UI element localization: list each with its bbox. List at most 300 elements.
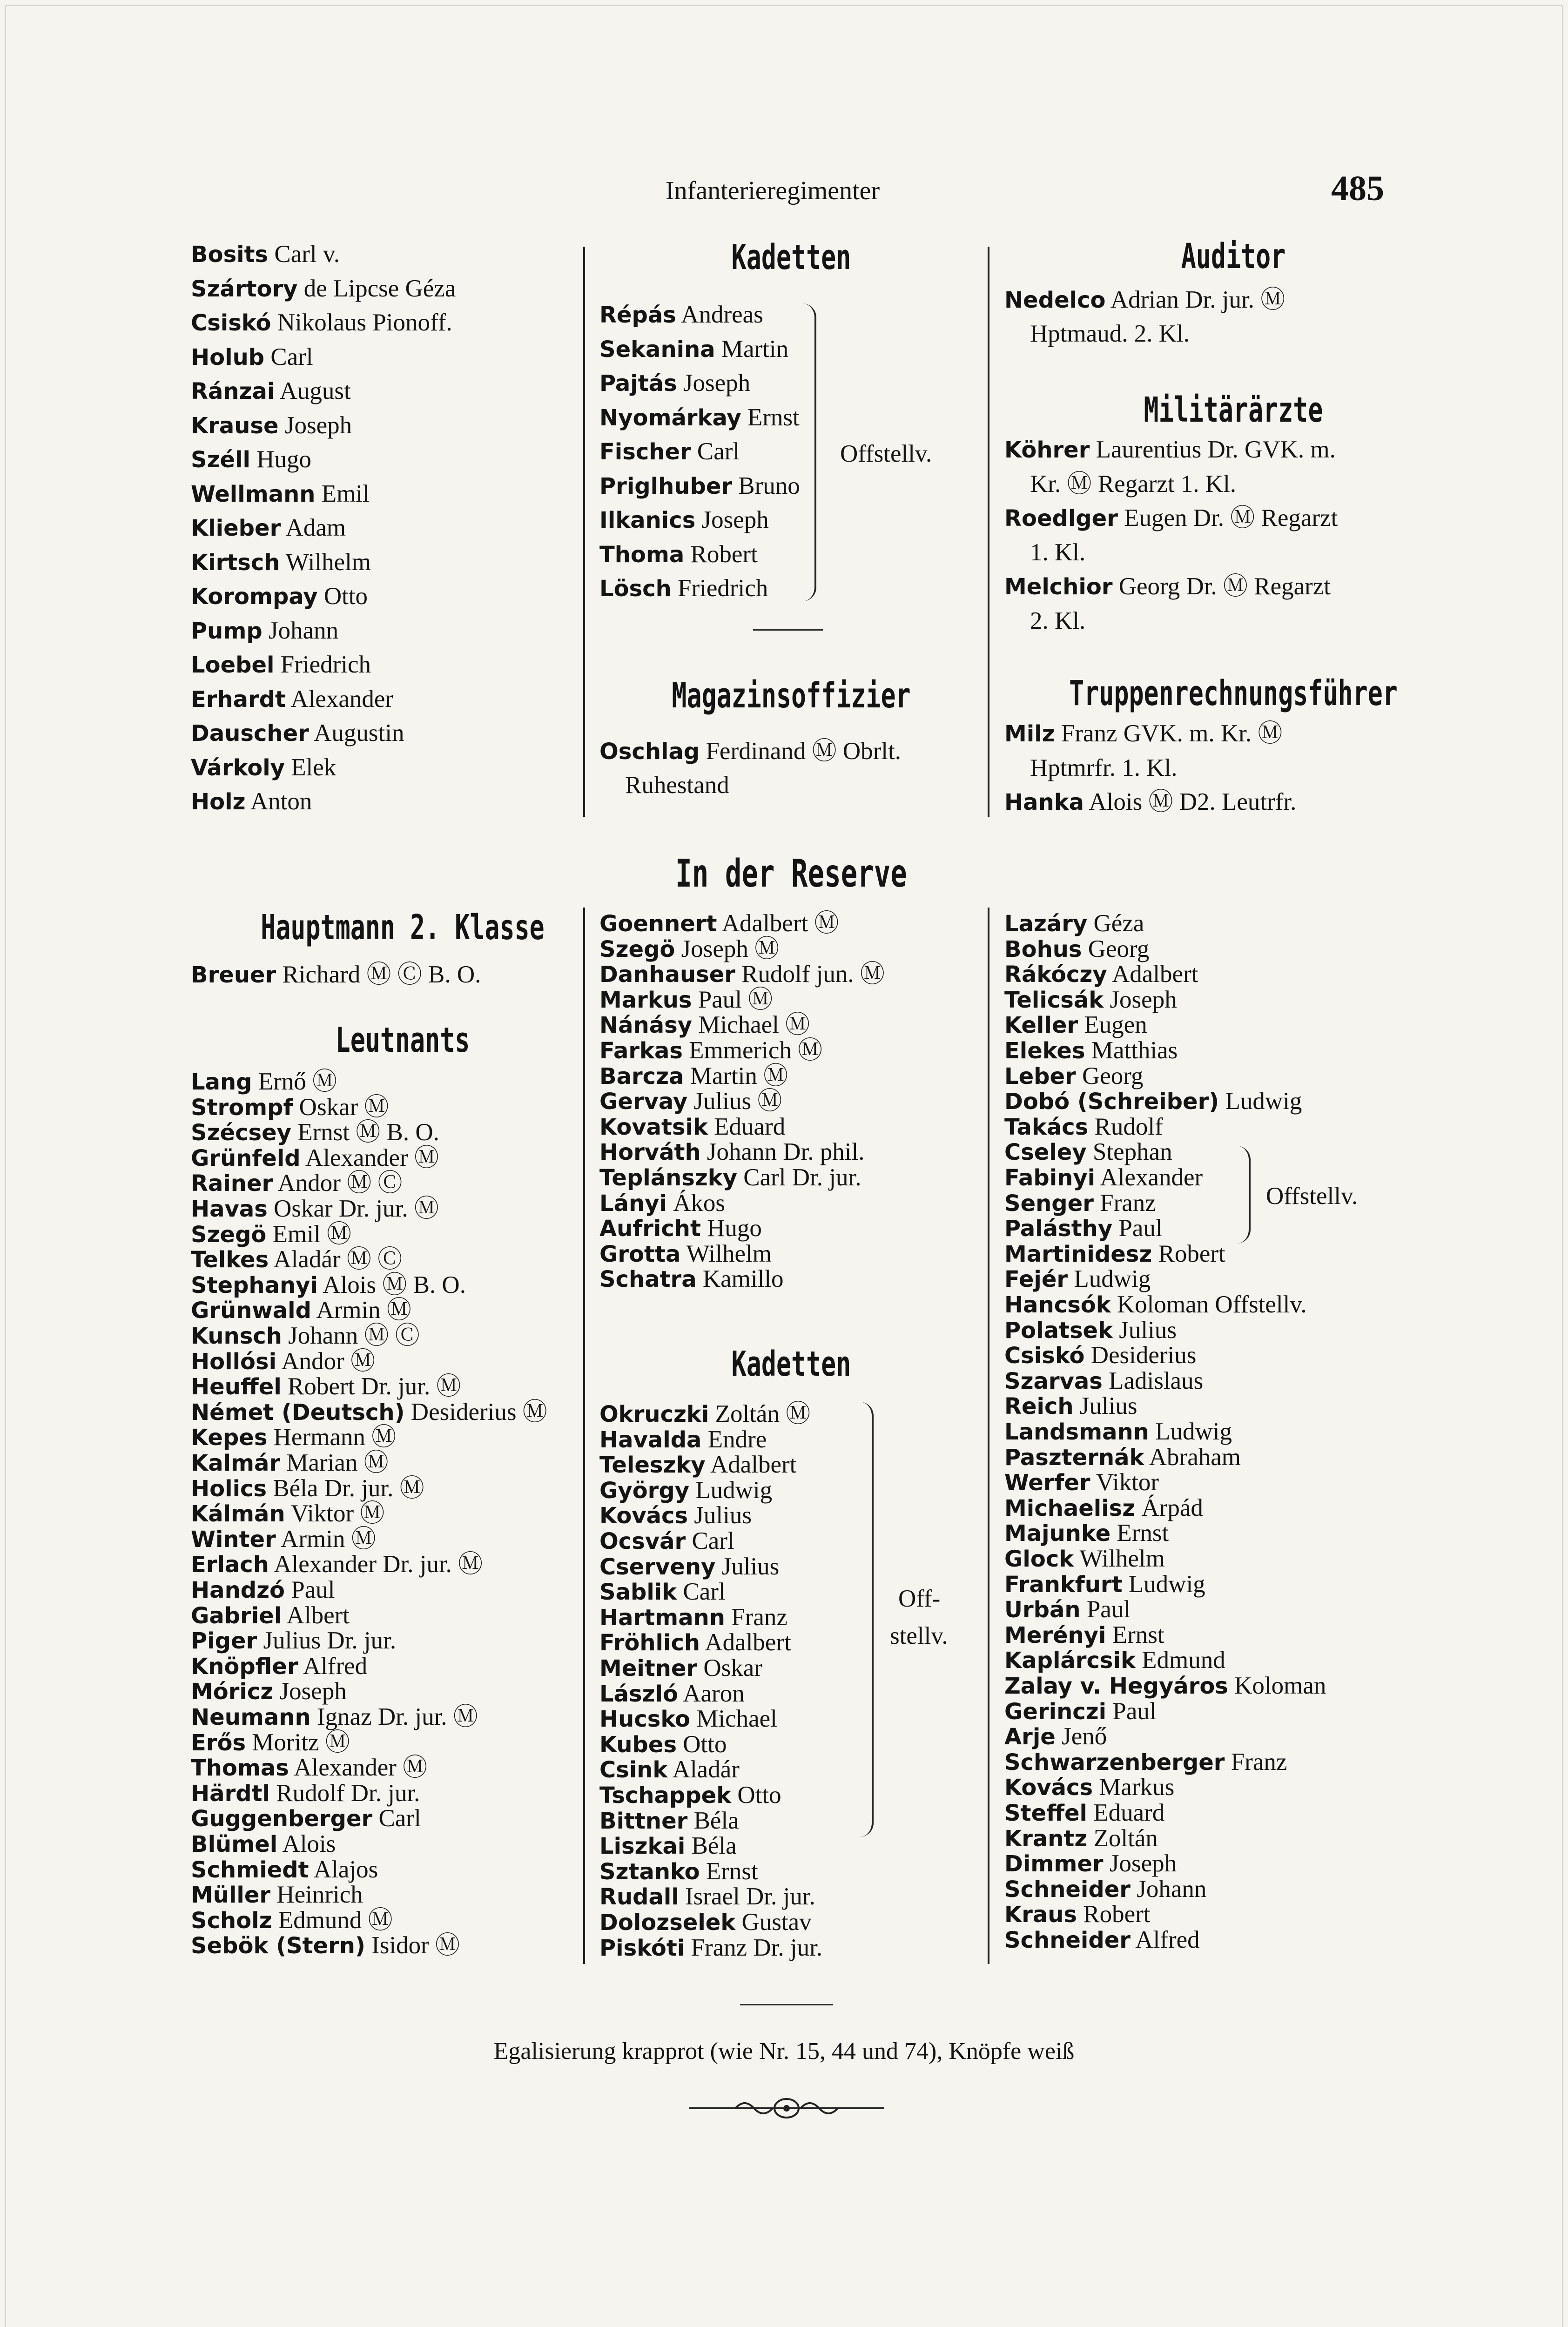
list-item <box>191 1247 402 1272</box>
given-name: Julius <box>715 1553 780 1580</box>
list-item <box>599 1681 745 1706</box>
given-name: Aaron <box>678 1680 745 1707</box>
heading-hauptmann: Hauptmann 2. Klasse <box>261 908 545 948</box>
surname: Móricz <box>191 1679 274 1705</box>
given-name: Elek <box>284 753 336 781</box>
list-item <box>599 1580 726 1604</box>
list-item <box>191 1273 466 1298</box>
list-item <box>599 371 750 396</box>
list-item <box>1004 1547 1165 1571</box>
given-name: Alexander <box>1095 1164 1203 1191</box>
list-item <box>191 1146 439 1170</box>
list-item <box>599 1242 772 1266</box>
bracket-label-kadetten: Offstellv. <box>840 440 932 467</box>
list-item <box>599 1267 784 1291</box>
surname: Meitner <box>599 1655 698 1681</box>
surname: Holz <box>191 789 246 815</box>
surname: Melchior <box>1004 574 1113 600</box>
given-name: Joseph <box>273 1678 347 1705</box>
surname: Széll <box>191 447 250 473</box>
list-item <box>599 1859 758 1884</box>
surname: Hollósi <box>191 1348 277 1375</box>
given-name: Robert <box>684 540 758 568</box>
given-name: Johann Ⓜ Ⓒ <box>282 1322 420 1349</box>
list-item <box>191 1501 384 1526</box>
list-item <box>599 1453 796 1477</box>
heading-militaeraerzte: Militärärzte <box>1144 390 1323 430</box>
given-name: Georg <box>1082 935 1150 962</box>
given-name: Johann Dr. phil. <box>700 1138 865 1166</box>
surname: Fröhlich <box>599 1630 700 1656</box>
list-item <box>599 1064 788 1089</box>
list-item <box>1030 756 1178 780</box>
surname: Szarvas <box>1004 1368 1103 1394</box>
footer-egalisierung: Egalisierung krapprot (wie Nr. 15, 44 und 74), Knöpfe weiß <box>493 2038 1075 2065</box>
given-name: Rudolf jun. Ⓜ <box>735 961 885 988</box>
list-item <box>191 1349 375 1374</box>
list-item <box>191 1806 421 1831</box>
list-item <box>191 755 336 780</box>
surname: Grotta <box>599 1241 681 1267</box>
surname: Pajtás <box>599 370 677 397</box>
surname: Csiskó <box>191 310 271 336</box>
given-name: Israel Dr. jur. <box>679 1883 815 1910</box>
list-item <box>191 584 368 609</box>
surname: Répás <box>599 302 676 328</box>
given-name: Alois <box>277 1830 336 1857</box>
surname: Roedlger <box>1004 505 1118 531</box>
given-name: Eduard <box>707 1113 786 1140</box>
list-item <box>599 303 763 327</box>
list-item <box>599 1554 779 1579</box>
list-item <box>1004 1013 1147 1037</box>
surname: Bittner <box>599 1808 688 1834</box>
list-item <box>1004 1038 1178 1063</box>
given-name: Rudolf <box>1088 1113 1163 1140</box>
surname: László <box>599 1681 678 1707</box>
surname: Scholz <box>191 1907 272 1934</box>
given-name: Moritz Ⓜ <box>246 1728 350 1756</box>
surname: Lazáry <box>1004 911 1088 937</box>
list-item <box>191 1171 402 1196</box>
given-name: Hermann Ⓜ <box>267 1424 397 1451</box>
surname: Zalay v. Hegyáros <box>1004 1673 1228 1699</box>
list-item <box>191 276 456 301</box>
given-name: Ernst <box>741 404 800 431</box>
list-item <box>599 1191 725 1216</box>
list-item <box>191 516 346 540</box>
given-name: Oskar <box>697 1654 762 1681</box>
given-name: Béla Dr. jur. Ⓜ <box>267 1474 424 1502</box>
surname: Fischer <box>599 439 691 465</box>
given-name: Franz GVK. m. Kr. Ⓜ <box>1055 720 1283 747</box>
list-item <box>191 1120 439 1145</box>
surname: Kraus <box>1004 1902 1077 1928</box>
given-name: Alexander Dr. jur. Ⓜ <box>269 1551 483 1578</box>
list-item <box>1004 506 1338 531</box>
list-item <box>191 1730 350 1755</box>
surname: Paszternák <box>1004 1444 1144 1471</box>
list-item <box>599 1216 762 1241</box>
surname: Fabinyi <box>1004 1165 1096 1191</box>
surname: Aufricht <box>599 1216 701 1242</box>
given-name: Otto <box>677 1730 727 1758</box>
list-item <box>191 1755 427 1780</box>
list-item <box>191 447 311 472</box>
surname: Reich <box>1004 1393 1074 1420</box>
column-rule-left-top <box>583 247 585 817</box>
surname: Sztanko <box>599 1858 700 1885</box>
given-name: Ernst <box>1106 1621 1164 1648</box>
given-name: Armin Ⓜ <box>311 1297 411 1324</box>
given-name: Johann <box>1130 1875 1207 1903</box>
surname: Palásthy <box>1004 1216 1113 1242</box>
given-name: Paul <box>1106 1697 1157 1725</box>
given-name: Marian Ⓜ <box>280 1449 389 1476</box>
surname: Csiskó <box>1004 1343 1085 1369</box>
list-item <box>191 1654 367 1679</box>
list-item <box>599 474 800 498</box>
surname: Teplánszky <box>599 1165 738 1191</box>
list-item <box>1004 1343 1196 1368</box>
given-name: Carl <box>264 343 313 370</box>
surname: Havalda <box>599 1426 702 1453</box>
list-item <box>599 911 839 936</box>
list-item <box>1004 1165 1203 1190</box>
surname: Schwarzenberger <box>1004 1749 1225 1776</box>
given-name: Robert <box>1077 1901 1151 1928</box>
given-name: Martin <box>715 335 789 363</box>
list-item <box>191 1527 376 1552</box>
heading-truppenrechnungsfuehrer: Truppenrechnungsführer <box>1069 673 1398 713</box>
list-item <box>1004 1928 1200 1952</box>
given-name: Paul Ⓜ <box>692 986 773 1013</box>
given-name: Emil Ⓜ <box>266 1220 351 1248</box>
list-item <box>599 1732 727 1757</box>
surname: Blümel <box>191 1831 278 1857</box>
given-name: Julius Ⓜ <box>687 1088 782 1115</box>
given-name: Alfred <box>1130 1926 1200 1953</box>
given-name: Aladár <box>667 1756 740 1783</box>
given-name: Julius <box>1113 1316 1177 1344</box>
list-item <box>1004 1089 1302 1114</box>
given-name: Hptmrfr. 1. Kl. <box>1030 754 1178 781</box>
given-name: Nikolaus Pionoff. <box>271 309 452 336</box>
given-name: Wilhelm <box>280 548 371 576</box>
list-item <box>191 1908 393 1933</box>
list-item <box>191 687 393 712</box>
surname: Piger <box>191 1628 257 1654</box>
surname: Köhrer <box>1004 437 1090 463</box>
surname: Csink <box>599 1757 668 1783</box>
list-item <box>599 1503 752 1528</box>
surname: Szegö <box>191 1221 267 1248</box>
given-name: Julius Dr. jur. <box>257 1627 397 1654</box>
surname: Cserveny <box>599 1554 716 1580</box>
surname: Strompf <box>191 1094 293 1121</box>
given-name: Ladislaus <box>1102 1367 1204 1394</box>
surname: Hucsko <box>599 1706 690 1733</box>
list-item <box>599 1656 762 1681</box>
list-item <box>191 789 312 814</box>
given-name: Edmund <box>1135 1647 1225 1674</box>
surname: Kunsch <box>191 1323 282 1349</box>
list-item <box>599 439 740 464</box>
given-name: Béla <box>685 1832 737 1860</box>
given-name: August <box>275 377 351 404</box>
list-item <box>599 542 758 567</box>
heading-kadetten-reserve: Kadetten <box>731 1344 851 1384</box>
surname: Polatsek <box>1004 1317 1113 1344</box>
list-item <box>1004 1521 1169 1546</box>
list-item <box>191 379 351 404</box>
heading-magazinsoffizier: Magazinsoffizier <box>672 676 911 716</box>
list-item <box>191 345 313 370</box>
heading-leutnants: Leutnants <box>335 1020 470 1060</box>
given-name: Eduard <box>1087 1799 1165 1826</box>
heading-auditor: Auditor <box>1181 236 1286 276</box>
surname: Knöpfler <box>191 1653 298 1680</box>
running-head: Infanterieregimenter <box>666 176 880 205</box>
list-item <box>191 652 371 677</box>
given-name: Alexander <box>286 685 394 713</box>
surname: Szegö <box>599 936 675 962</box>
list-item <box>191 1857 378 1882</box>
given-name: Carl <box>686 1527 734 1554</box>
surname: Wellmann <box>191 481 316 507</box>
given-name: Adalbert <box>700 1629 791 1656</box>
given-name: Árpád <box>1135 1494 1203 1521</box>
surname: Hanka <box>1004 789 1084 815</box>
list-item <box>1004 1064 1143 1089</box>
given-name: Abraham <box>1144 1443 1241 1471</box>
heading-kadetten: Kadetten <box>731 237 851 277</box>
list-item <box>1004 1216 1163 1241</box>
surname: Martinidesz <box>1004 1241 1152 1267</box>
surname: Thoma <box>599 541 685 568</box>
given-name: Emmerich Ⓜ <box>682 1037 823 1064</box>
list-item <box>599 1427 767 1452</box>
surname: Ránzai <box>191 378 275 404</box>
list-item <box>599 1089 782 1114</box>
separator-bottom <box>740 2004 833 2005</box>
surname: Härdtl <box>191 1780 270 1807</box>
list-item <box>599 1630 791 1655</box>
list-item <box>1004 1877 1206 1902</box>
bracket-label-reserve-right: Offstellv. <box>1266 1183 1358 1210</box>
given-name: Joseph <box>1103 1850 1177 1877</box>
given-name: Franz <box>1225 1748 1287 1776</box>
surname: Krause <box>191 412 279 439</box>
given-name: Matthias <box>1085 1037 1178 1064</box>
list-item <box>1004 1419 1232 1444</box>
surname: Schneider <box>1004 1876 1131 1903</box>
given-name: Otto <box>317 583 368 610</box>
surname: Kubes <box>599 1731 677 1758</box>
given-name: 2. Kl. <box>1030 607 1086 634</box>
given-name: Joseph <box>278 411 352 439</box>
given-name: Wilhelm <box>680 1240 772 1267</box>
surname: Grünwald <box>191 1298 311 1324</box>
list-item <box>1004 988 1177 1012</box>
surname: Michaelisz <box>1004 1495 1136 1521</box>
given-name: Zoltán Ⓜ <box>709 1400 811 1427</box>
surname: Telicsák <box>1004 987 1104 1013</box>
surname: Schneider <box>1004 1927 1131 1953</box>
surname: Majunke <box>1004 1520 1111 1547</box>
given-name: Géza <box>1087 910 1144 937</box>
list-item <box>1004 1191 1156 1216</box>
given-name: Michael <box>690 1705 777 1733</box>
list-item <box>1004 1724 1107 1749</box>
given-name: Gustav <box>735 1909 812 1936</box>
surname: Leber <box>1004 1063 1076 1090</box>
list-item <box>599 962 885 987</box>
surname: Grünfeld <box>191 1145 301 1171</box>
surname: Dobó (Schreiber) <box>1004 1089 1219 1115</box>
surname: Glock <box>1004 1546 1074 1572</box>
list-item <box>599 1115 785 1139</box>
given-name: Armin Ⓜ <box>276 1525 376 1553</box>
surname: Neumann <box>191 1704 311 1730</box>
list-item <box>599 1478 772 1503</box>
surname: Ocsvár <box>599 1528 686 1554</box>
list-item <box>1004 1750 1287 1775</box>
given-name: Alajos <box>309 1856 378 1883</box>
given-name: Ernst <box>1110 1520 1169 1547</box>
surname: Holub <box>191 344 265 370</box>
list-item <box>191 1679 347 1704</box>
surname: Milz <box>1004 721 1055 747</box>
surname: Kovács <box>599 1503 688 1529</box>
list-item <box>1004 574 1331 599</box>
list-item <box>191 310 452 335</box>
given-name: Heinrich <box>270 1881 363 1909</box>
list-item <box>191 1400 547 1425</box>
given-name: Alexander Ⓜ <box>289 1754 428 1782</box>
given-name: Julius <box>688 1502 752 1529</box>
given-name: Ludwig <box>1149 1418 1232 1445</box>
list-item <box>1004 1292 1307 1317</box>
list-item <box>191 1451 389 1475</box>
list-item <box>1004 1470 1159 1495</box>
given-name: Franz <box>1093 1189 1156 1217</box>
surname: Nánásy <box>599 1012 692 1039</box>
surname: Arje <box>1004 1724 1056 1750</box>
surname: Nyomárkay <box>599 404 741 431</box>
given-name: Joseph <box>1104 986 1177 1013</box>
given-name: de Lipcse Géza <box>297 275 456 302</box>
list-item <box>191 1552 483 1577</box>
given-name: Viktor Ⓜ <box>285 1500 385 1527</box>
given-name: Martin Ⓜ <box>684 1062 788 1090</box>
given-name: Emil <box>315 480 370 507</box>
surname: Rainer <box>191 1170 273 1197</box>
given-name: Adam <box>281 514 346 541</box>
given-name: Julius <box>1073 1392 1137 1420</box>
given-name: 1. Kl. <box>1030 538 1086 566</box>
list-item <box>191 550 371 575</box>
list-item <box>191 1222 351 1247</box>
list-item <box>191 1095 389 1120</box>
given-name: Georg <box>1076 1062 1144 1090</box>
given-name: Albert <box>282 1601 350 1629</box>
given-name: Kamillo <box>696 1265 784 1293</box>
surname: Kirtsch <box>191 549 280 576</box>
list-item <box>191 1476 424 1501</box>
surname: Piskóti <box>599 1935 685 1961</box>
surname: Krantz <box>1004 1825 1088 1852</box>
given-name: Ignaz Dr. jur. Ⓜ <box>310 1703 478 1730</box>
given-name: Ludwig <box>1219 1088 1302 1115</box>
surname: Stephanyi <box>191 1272 318 1298</box>
list-item <box>1004 911 1144 936</box>
list-item <box>599 1910 812 1935</box>
given-name: Carl <box>691 438 740 465</box>
given-name: Isidor Ⓜ <box>365 1932 460 1959</box>
given-name: Jenő <box>1055 1723 1107 1750</box>
given-name: Ernst Ⓜ B. O. <box>291 1119 439 1146</box>
surname: Kovács <box>1004 1775 1093 1801</box>
list-item <box>191 482 370 506</box>
surname: Priglhuber <box>599 473 733 499</box>
list-item <box>191 1832 336 1856</box>
given-name: Ludwig <box>1122 1570 1205 1598</box>
list-item <box>191 1781 420 1806</box>
list-item <box>1004 937 1149 962</box>
surname: Frankfurt <box>1004 1571 1123 1598</box>
surname: Korompay <box>191 584 318 610</box>
surname: Dimmer <box>1004 1851 1104 1877</box>
given-name: Kr. Ⓜ Regarzt 1. Kl. <box>1030 470 1237 498</box>
bracket-kadetten <box>797 303 816 601</box>
list-item <box>599 1605 787 1630</box>
given-name: Bruno <box>732 472 800 499</box>
given-name: Andor Ⓜ Ⓒ <box>273 1170 403 1197</box>
surname: György <box>599 1477 689 1504</box>
bracket-kadetten-reserve <box>854 1402 874 1837</box>
surname: Markus <box>599 987 692 1013</box>
surname: Ilkanics <box>599 507 696 533</box>
given-name: Paul <box>285 1576 335 1603</box>
list-item <box>599 1402 810 1426</box>
given-name: Ludwig <box>689 1476 773 1504</box>
list-item <box>599 1707 777 1731</box>
given-name: Augustin <box>309 720 404 747</box>
surname: Sebök (Stern) <box>191 1933 365 1959</box>
column-rule-right-bottom <box>988 908 989 1964</box>
surname: Danhauser <box>599 962 735 988</box>
surname: Telkes <box>191 1247 269 1273</box>
given-name: Oskar Ⓜ <box>293 1093 389 1121</box>
given-name: Joseph <box>677 370 751 397</box>
list-item <box>599 1834 737 1858</box>
surname: Kepes <box>191 1425 268 1451</box>
surname: Merényi <box>1004 1622 1106 1648</box>
list-item <box>599 405 800 430</box>
surname: Rudall <box>599 1884 679 1910</box>
surname: Loebel <box>191 652 275 678</box>
column-rule-left-bottom <box>583 908 585 1964</box>
given-name: Desiderius Ⓜ <box>404 1398 547 1426</box>
list-item <box>1004 1851 1177 1876</box>
list-item <box>1030 540 1085 565</box>
given-name: Aladár Ⓜ Ⓒ <box>269 1246 403 1273</box>
given-name: Hugo <box>700 1215 762 1242</box>
surname: Kálmán <box>191 1501 285 1527</box>
given-name: Zoltán <box>1087 1824 1158 1852</box>
surname: Pump <box>191 618 262 644</box>
